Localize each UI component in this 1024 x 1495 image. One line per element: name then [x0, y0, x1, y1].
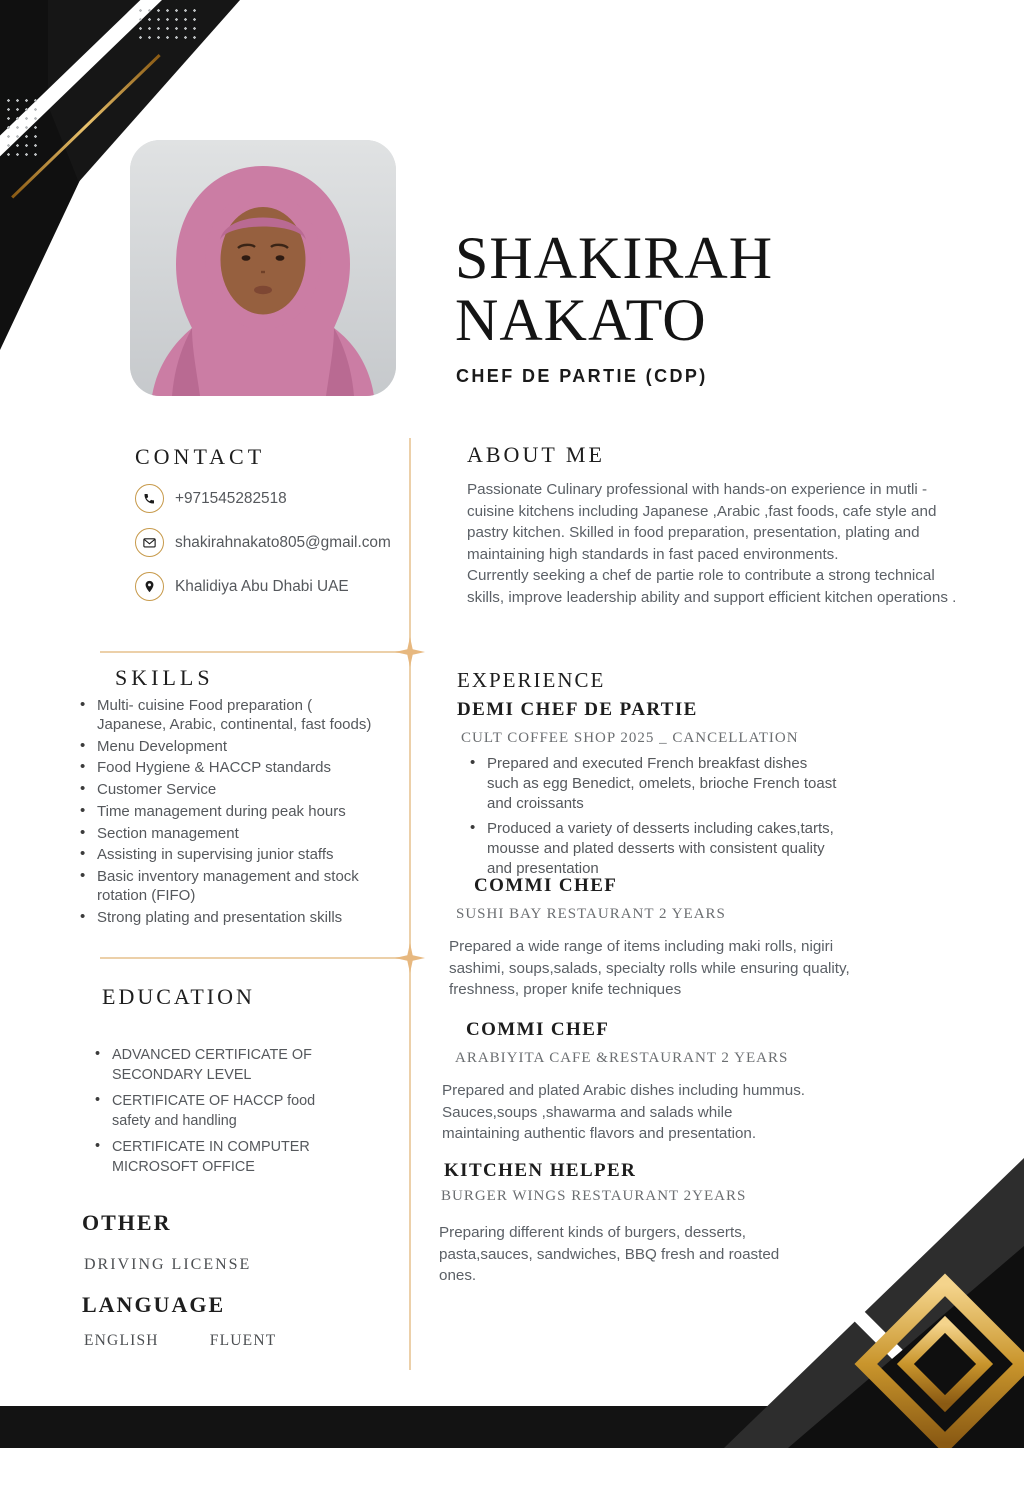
language-row	[84, 1332, 276, 1350]
job-company-2: SUSHI BAY RESTAURANT 2 YEARS	[456, 906, 726, 922]
gold-chevrons-icon	[854, 1266, 1024, 1448]
job-company-1: CULT COFFEE SHOP 2025 _ CANCELLATION	[461, 730, 799, 746]
list-item: • Time management during peak hours	[80, 803, 380, 822]
list-item: • Section management	[80, 825, 380, 844]
contact-email: shakirahnakato805@gmail.com	[175, 533, 391, 551]
list-item: • Basic inventory management and stock rotation (FIFO)	[80, 868, 380, 906]
page-title	[455, 225, 774, 353]
list-item: • Prepared and executed French breakfast dishes such as egg Benedict, omelets, brioche French toast and croissants	[470, 754, 840, 813]
divider-star-ornament-1	[395, 637, 425, 667]
contact-phone: +971545282518	[175, 489, 287, 507]
education-list	[95, 1046, 327, 1184]
job-title-2: COMMI CHEF	[474, 875, 618, 896]
job-description-2: Prepared a wide range of items including maki rolls, nigiri sashimi, soups,salads, specialty rolls while ensuring quality, freshness, proper knife techniques	[449, 938, 850, 999]
location-pin-icon	[135, 572, 164, 601]
job-title: CHEF DE PARTIE (CDP)	[456, 366, 708, 386]
job-title-4: KITCHEN HELPER	[444, 1160, 637, 1181]
job-description-4: Preparing different kinds of burgers, desserts, pasta,sauces, sandwiches, BBQ fresh and roasted ones.	[439, 1224, 780, 1285]
list-item: • CERTIFICATE IN COMPUTER MICROSOFT OFFICE	[95, 1138, 327, 1177]
deco-dot-grid-top	[136, 6, 202, 44]
profile-photo	[130, 140, 396, 396]
phone-icon	[135, 484, 164, 513]
list-item: • Strong plating and presentation skills	[80, 909, 380, 928]
language-level: FLUENT	[209, 1332, 277, 1349]
experience-heading: EXPERIENCE	[457, 668, 606, 692]
job-company-4: BURGER WINGS RESTAURANT 2YEARS	[441, 1188, 747, 1204]
education-heading: EDUCATION	[102, 984, 255, 1009]
list-item: • CERTIFICATE OF HACCP food safety and handling	[95, 1092, 327, 1131]
other-heading: OTHER	[82, 1210, 172, 1235]
contact-list	[135, 484, 391, 601]
contact-location: Khalidiya Abu Dhabi UAE	[175, 577, 349, 595]
list-item: • ADVANCED CERTIFICATE OF SECONDARY LEVEL	[95, 1046, 327, 1085]
job-title-1: DEMI CHEF DE PARTIE	[457, 699, 698, 720]
list-item: • Assisting in supervising junior staffs	[80, 846, 380, 865]
email-icon	[135, 528, 164, 557]
job-description-3: Prepared and plated Arabic dishes including hummus. Sauces,soups ,shawarma and salads while maintaining authentic flavors and presentation.	[442, 1082, 806, 1143]
skills-heading: SKILLS	[115, 665, 214, 690]
job-title-3: COMMI CHEF	[466, 1019, 610, 1040]
list-item: • Multi- cuisine Food preparation ( Japanese, Arabic, continental, fast foods)	[80, 697, 380, 735]
language-heading: LANGUAGE	[82, 1292, 226, 1317]
column-divider-line	[409, 438, 411, 1370]
list-item: • Menu Development	[80, 738, 380, 757]
contact-location-row	[135, 572, 391, 601]
about-paragraph-1: Passionate Culinary professional with hands-on experience in mutli - cuisine kitchens including Japanese ,Arabic ,fast foods, cafe style and pastry kitchen. Skilled in food preparation, presentation, plating and maintaining high standards in fast paced environments.	[467, 481, 937, 563]
driving-license: DRIVING LICENSE	[84, 1256, 252, 1273]
job-bullets-1	[470, 754, 840, 885]
last-name: NAKATO	[455, 286, 707, 353]
language-name: ENGLISH	[84, 1332, 159, 1349]
left-section-divider-2	[100, 957, 410, 959]
about-heading: ABOUT ME	[467, 442, 605, 467]
divider-star-ornament-2	[395, 943, 425, 973]
first-name: SHAKIRAH	[455, 225, 774, 291]
list-item: • Food Hygiene & HACCP standards	[80, 759, 380, 778]
list-item: • Produced a variety of desserts including cakes,tarts, mousse and plated desserts with consistent quality and presentation	[470, 819, 840, 878]
skills-list	[80, 697, 380, 930]
deco-dot-grid-left	[4, 96, 42, 162]
left-section-divider-1	[100, 651, 410, 653]
contact-heading: CONTACT	[135, 444, 266, 469]
list-item: • Customer Service	[80, 781, 380, 800]
about-text	[467, 479, 970, 608]
contact-email-row	[135, 528, 391, 557]
contact-phone-row	[135, 484, 391, 513]
job-company-3: ARABIYITA CAFE &RESTAURANT 2 YEARS	[455, 1050, 789, 1066]
about-paragraph-2: Currently seeking a chef de partie role to contribute a strong technical skills, improve leadership ability and support efficient kitchen operations .	[467, 567, 957, 606]
